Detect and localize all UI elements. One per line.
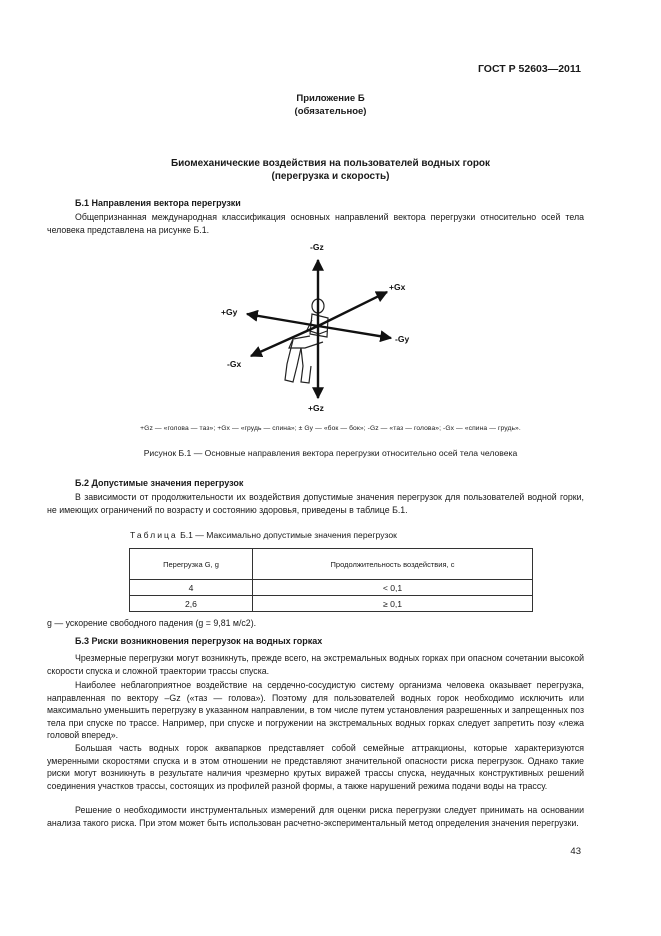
figure-legend: +Gz — «голова — таз»; +Gx — «грудь — спина»; ± Gy — «бок — бок»; -Gz — «таз — голова»; -Gx — «спина — грудь». (140, 425, 521, 432)
body-figure (285, 299, 328, 383)
arrow-plus-gx (318, 292, 387, 326)
table-caption (130, 530, 397, 540)
gravity-note: g — ускорение свободного падения (g = 9,81 м/с2). (47, 618, 257, 628)
table-cell: ≥ 0,1 (253, 596, 533, 612)
table-header-duration: Продолжительность воздействия, с (253, 549, 533, 580)
table-cell: < 0,1 (253, 580, 533, 596)
section-b3-paragraph-4: Решение о необходимости инструментальных измерений для оценки риска перегрузки следует принимать на основании анализа такого риска. При этом может быть использован расчетно-экспериментальный метод определения значения перегрузки. (47, 805, 584, 828)
overload-table (129, 548, 533, 612)
table-header-overload: Перегрузка G, g (130, 549, 253, 580)
arrow-minus-gy (318, 326, 391, 338)
document-title (0, 157, 661, 183)
g-vector-figure (215, 238, 425, 416)
section-b1-text: Общепризнанная международная классификация основных направлений вектора перегрузки относительно осей тела человека представлена на рисунке Б.1. (47, 212, 584, 235)
table-header-row (130, 549, 533, 580)
label-minus-gy: -Gy (395, 334, 410, 344)
label-plus-gz: +Gz (308, 403, 324, 413)
table-cell: 2,6 (130, 596, 253, 612)
axis-arrows (247, 260, 391, 398)
arrow-minus-gx (251, 326, 318, 356)
appendix-status: (обязательное) (294, 106, 367, 117)
appendix-title: Приложение Б (296, 93, 365, 104)
table-caption-prefix: Таблица (130, 530, 178, 540)
arrow-plus-gy (247, 314, 318, 326)
document-title-line2: (перегрузка и скорость) (271, 171, 390, 182)
label-plus-gy: +Gy (221, 307, 238, 317)
table-row (130, 596, 533, 612)
section-b3-paragraph-1: Чрезмерные перегрузки могут возникнуть, прежде всего, на экстремальных водных горках при опасном сочетании высокой скорости спуска и сложной траектории трассы спуска. (47, 653, 584, 676)
label-plus-gx: +Gx (389, 282, 406, 292)
label-minus-gz: -Gz (310, 242, 324, 252)
label-minus-gx: -Gx (227, 359, 242, 369)
section-b3-paragraph-3: Большая часть водных горок аквапарков представляет собой семейные аттракционы, которые характеризуются умеренными скоростями спуска и в этом отношении не представляют значительной опасности риска перегрузок. Однако такие риски могут возникнуть в результате наличия чрезмерно крутых виражей трассы спуска, неудачных конструктивных решений соединения участков трассы, состоящих из профилей разной формы, а также нарушений режима подачи воды на трассу. (47, 743, 584, 791)
section-b3-paragraph-2: Наиболее неблагоприятное воздействие на сердечно-сосудистую систему организма человека оказывает перегрузка, направленная по вектору –Gz («таз — голова»). Поэтому для пользователей водных горок необходимо исключить или максимально уменьшить перегрузку в указанном направлении, в том числе путем установления разрешенных и запрещенных поз тела при спуске по трассе. Например, при спуске и погружении на экстремальных водных горках следует запретить позу «лежа головой вперед». (47, 680, 584, 740)
section-b2-text: В зависимости от продолжительности их воздействия допустимые значения перегрузок для пользователей водной горки, не имеющих ограничений по возрасту и состоянию здоровья, приведены в таблице Б.1. (47, 492, 584, 515)
table-cell: 4 (130, 580, 253, 596)
table-row (130, 580, 533, 596)
appendix-heading (0, 92, 661, 118)
section-b2-title: Б.2 Допустимые значения перегрузок (75, 478, 244, 488)
page-number: 43 (570, 846, 581, 857)
standard-number: ГОСТ Р 52603—2011 (477, 63, 581, 75)
document-title-line1: Биомеханические воздействия на пользователей водных горок (170, 158, 491, 169)
table-caption-text: Б.1 — Максимально допустимые значения перегрузок (177, 530, 397, 540)
section-b3-title: Б.3 Риски возникновения перегрузок на водных горках (75, 636, 323, 646)
section-b1-title: Б.1 Направления вектора перегрузки (75, 198, 241, 208)
figure-caption: Рисунок Б.1 — Основные направления вектора перегрузки относительно осей тела человека (143, 448, 518, 458)
